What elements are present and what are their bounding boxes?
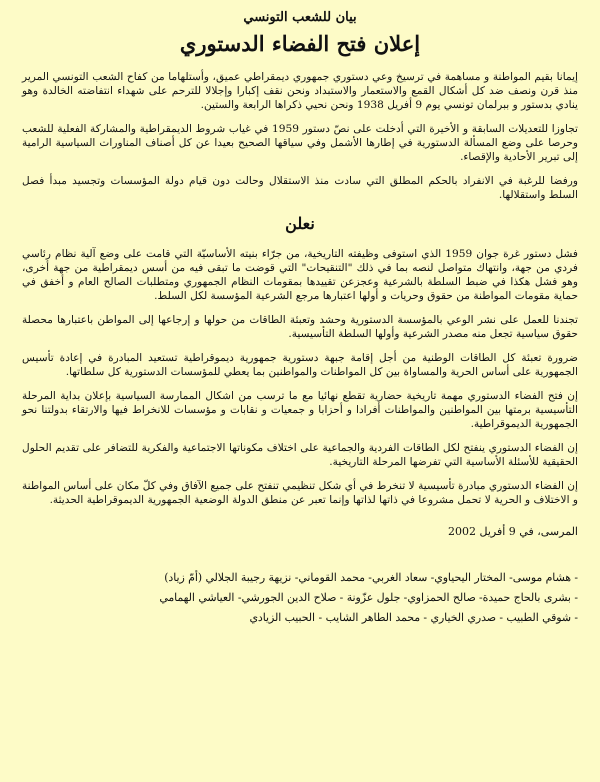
body-paragraph: فشل دستور غرة جوان 1959 الذي استوفى وظيفته التاريخية، من جرّاء بنيته الأساسيّة التي قامت على وضع آلية نظام رئاسي فردي من جهة، وانتهاك متواصل لنصه بما في ذلك "التنقيحات" التي قوضت ما تبقى فيه من أسس ديمقراطية من جهة أخرى، وهو فشل هكذا في ضبط السلطة بالشرعية وعجزعن تقييدها بمقومات النظام الجمهوري ومتطلبات الصالح العام و أخفق في حماية مقومات المواطنة من حقوق وحريات و أولها اعتبارها مرجع الشرعية المؤسسة لكل السلط. (22, 248, 578, 302)
date-line: المرسى، في 9 أفريل 2002 (448, 525, 578, 538)
body-paragraph: ضرورة تعبئة كل الطاقات الوطنية من أجل إقامة جبهة دستورية جمهورية ديموقراطية تستعيد المبادرة في إعادة تأسيس الجمهورية على أساس الحرية والمساواة بين كل المواطنات والمواطنين بما يعطي للمؤسسات الدستورية كل سلطاتها. (22, 352, 578, 378)
signatories-line: - شوقي الطبيب - صدري الخياري - محمد الطاهر الشايب - الحبيب الزيادي (249, 611, 578, 624)
signatories-line: - هشام موسى- المختار اليحياوي- سعاد الغربي- محمد القوماني- نزيهة رجيبة الجلالي (أمّ زياد) (164, 571, 578, 584)
signatories-line: - بشرى بالحاج حميدة- صالح الحمزاوي- جلول عزّونة - صلاح الدين الجورشي- العياشي الهمامي (159, 591, 578, 604)
body-paragraph: إن الفضاء الدستوري ينفتح لكل الطاقات الفردية والجماعية على اختلاف مكوناتها الاجتماعية والفكرية للتضافر على تقديم الحلول الحقيقية للأسئلة الأساسية التي تفرضها المرحلة التاريخية. (22, 442, 578, 468)
document-title: إعلان فتح الفضاء الدستوري (179, 31, 421, 56)
intro-paragraph: ورفضا للرغبة في الانفراد بالحكم المطلق التي سادت منذ الاستقلال وحالت دون قيام دولة المؤسسات وتجسيد مبدأ فصل السلط واستقلالها. (22, 175, 578, 201)
document-subtitle: بيان للشعب التونسي (243, 10, 357, 25)
intro-paragraph: تجاوزا للتعديلات السابقة و الأخيرة التي أدخلت على نصّ دستور 1959 في غياب شروط الديمقراطية والمشاركة الفعلية للشعب وحرصا على وضع المسألة الدستورية في إطارها الأشمل وفي سياقها الصحيح بعيدا عن كل أصناف المناورات السياسية الرامية إلى تبرير الأحادية والإقصاء. (22, 123, 578, 163)
body-paragraph: إن الفضاء الدستوري مبادرة تأسيسية لا تنخرط في أي شكل تنظيمي تنفتح على جميع الآفاق وفي كلّ مكان على أساس المواطنة و الاختلاف و الحرية لا تحمل مشروعا في ذاتها لذاتها وإنما تعبر عن منطق الدولة الوضعية الجمهورية الديموقراطية الحديثة. (22, 480, 578, 506)
signatories-list (22, 568, 578, 628)
body-paragraph: تجندنا للعمل على نشر الوعي بالمؤسسة الدستورية وحشد وتعبئة الطاقات من حولها و إرجاعها إلى المواطن باعتبارها محصلة حقوق سياسية تجعل منه مصدر الشرعية وأولها السلطة التأسيسية. (22, 314, 578, 340)
proclaim-heading: نعلن (285, 214, 315, 233)
body-paragraph: إن فتح الفضاء الدستوري مهمة تاريخية حضارية تقطع نهائيا مع ما ترسب من اشكال الممارسة السياسية بإعلان بداية المرحلة التأسيسية برمتها بين المواطنين والمواطنات أفرادا و أحزابا و جمعيات و نقابات و مؤسسات للانخراط فيها والارتقاء بدولتنا نحو الجمهورية الديموقراطية. (22, 390, 578, 430)
intro-paragraph: إيمانا بقيم المواطنة و مساهمة في ترسيخ وعي دستوري جمهوري ديمقراطي عميق، وأستلهاما من كفاح الشعب التونسي المرير منذ قرن ونصف ضد كل أشكال القمع والاستعمار والاستبداد ونحن نقف إكبارا وإجلالا للترحم على شهداء انتفاضته الخالدة وهو ينادي بدستور و ببرلمان تونسي يوم 9 أفريل 1938 ونحن نحيي ذكراها الرابعة والستين. (22, 71, 578, 111)
